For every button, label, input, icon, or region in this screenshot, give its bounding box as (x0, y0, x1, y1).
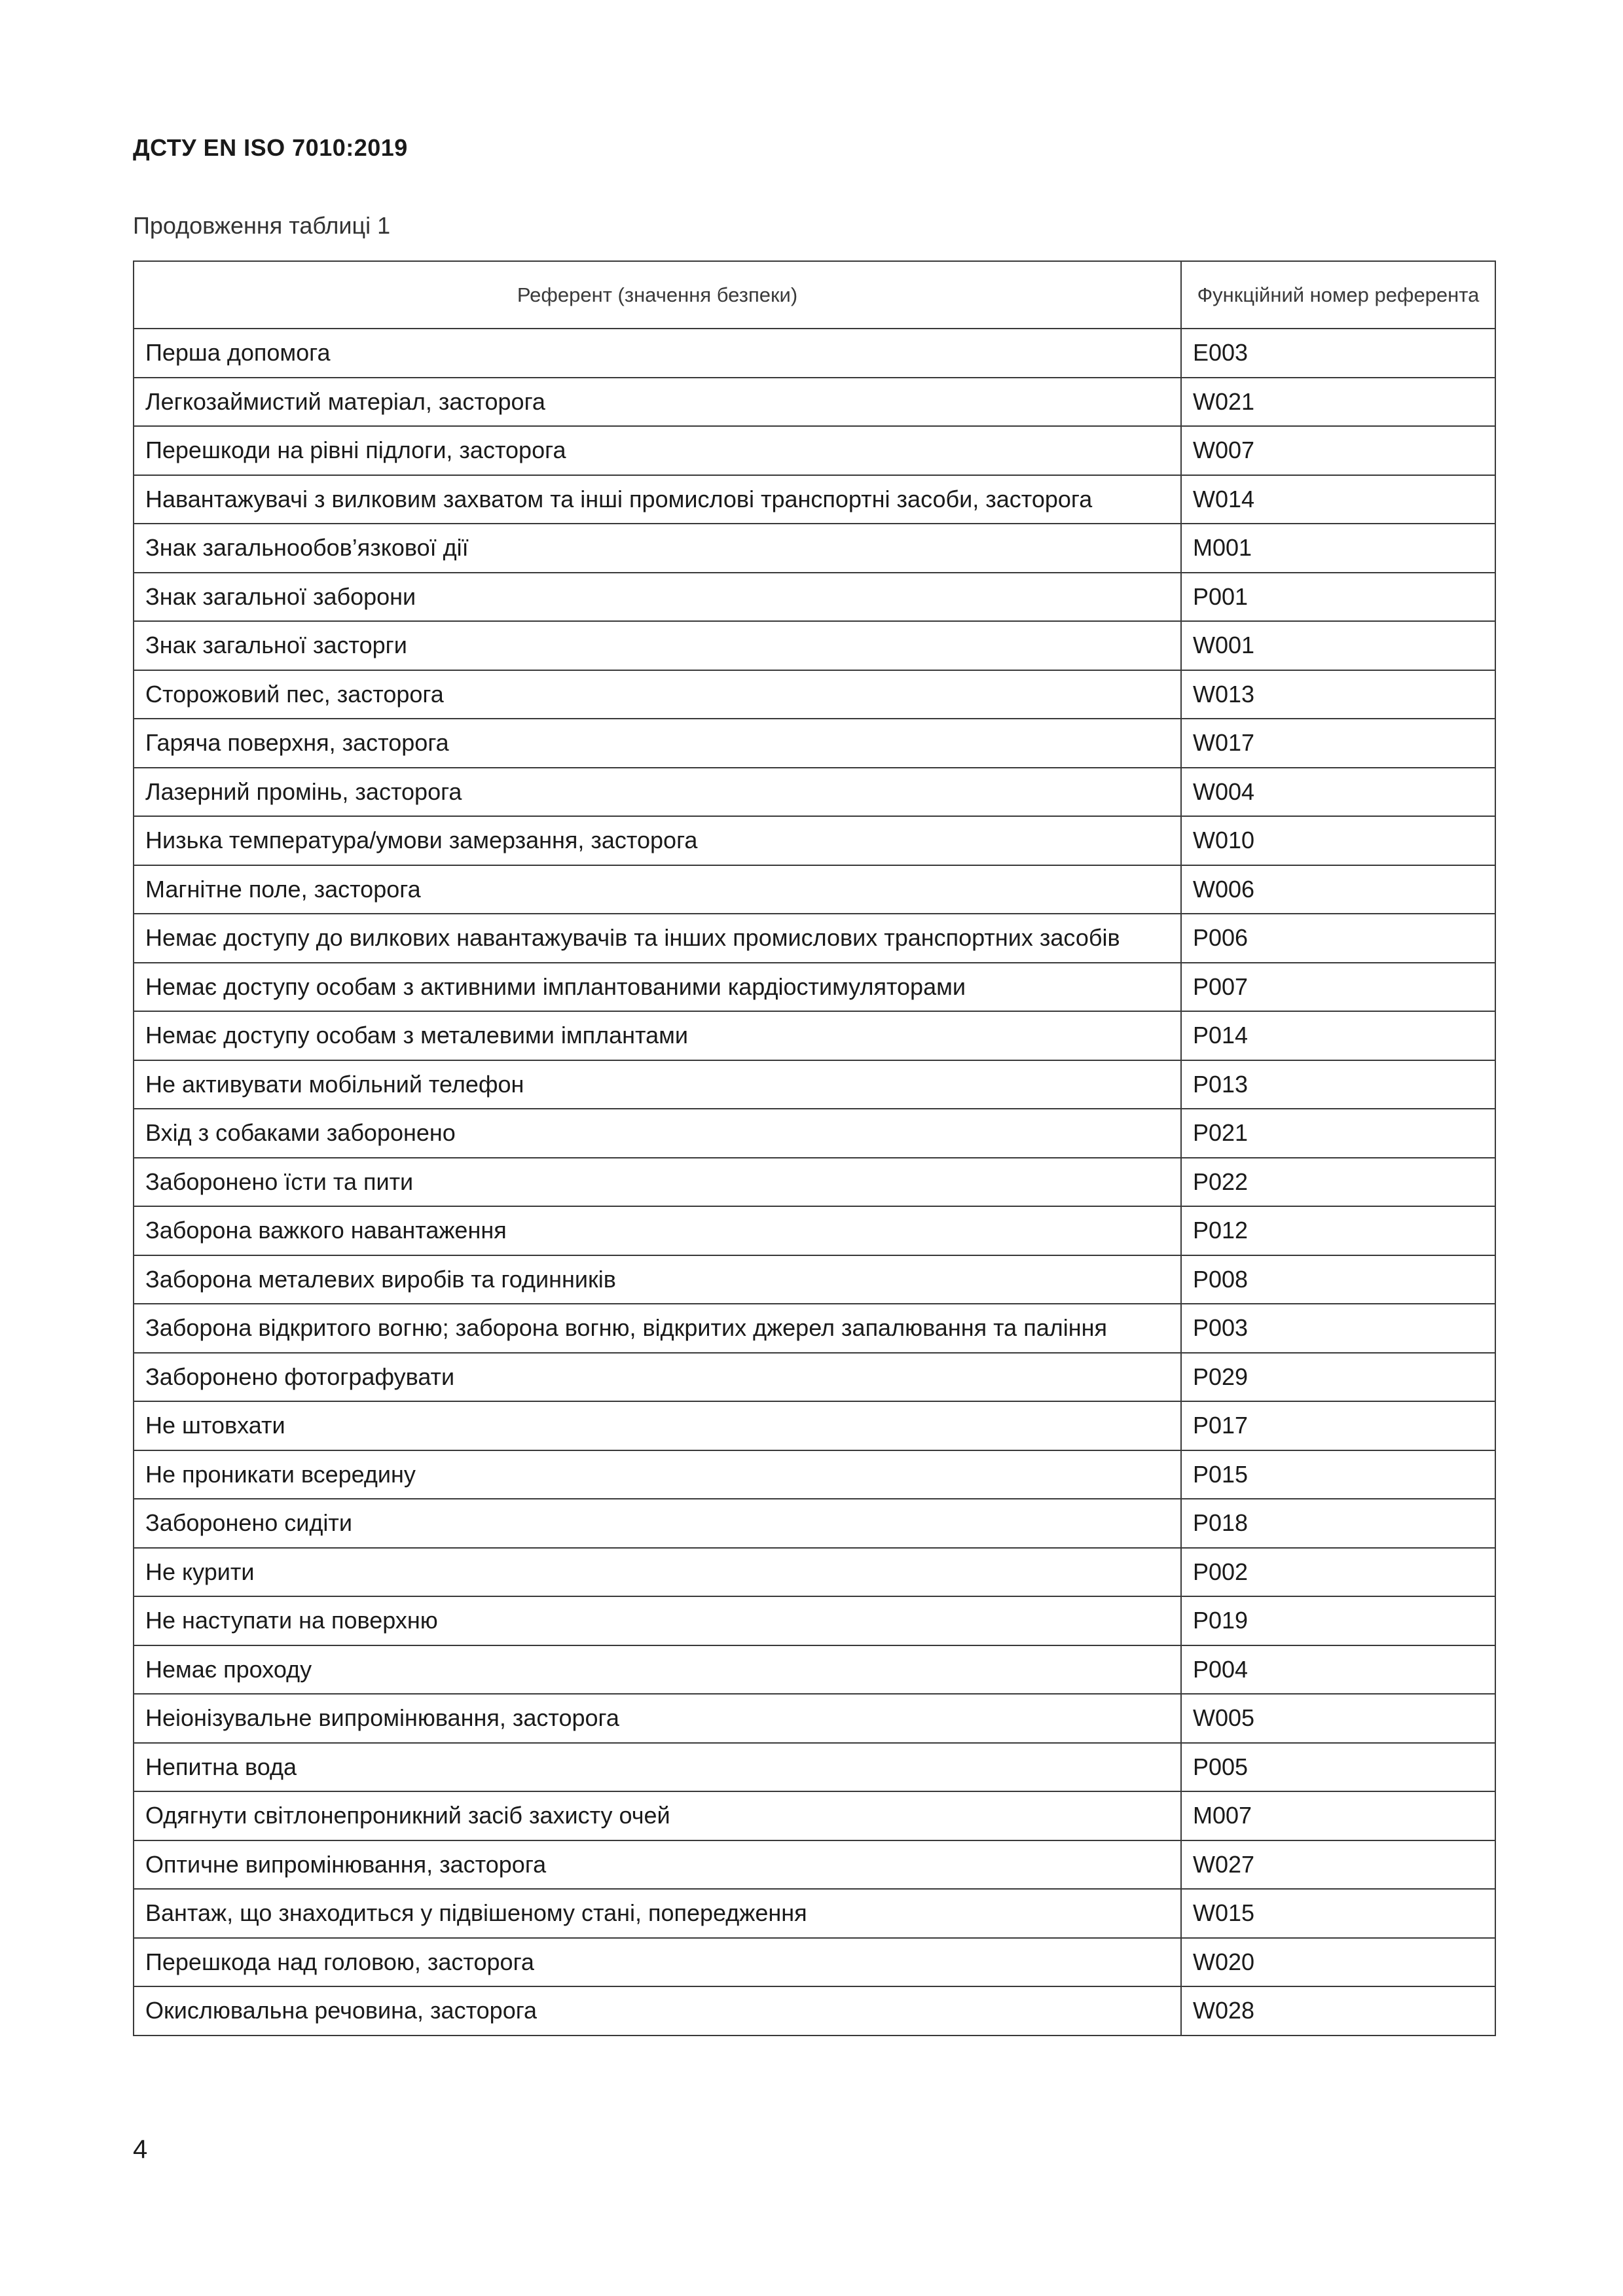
function-number-cell: P022 (1181, 1158, 1495, 1207)
table-row (134, 1938, 1495, 1987)
referent-cell: Заборонено фотографувати (134, 1353, 1181, 1402)
function-number-cell: W015 (1181, 1889, 1495, 1938)
table-row (134, 914, 1495, 963)
function-number-cell: W010 (1181, 816, 1495, 865)
referent-cell: Знак загальної заборони (134, 573, 1181, 622)
table-row (134, 378, 1495, 427)
table-row (134, 1060, 1495, 1109)
table-row (134, 1353, 1495, 1402)
referent-cell: Гаряча поверхня, засторога (134, 719, 1181, 768)
referent-cell: Немає проходу (134, 1645, 1181, 1695)
table-row (134, 719, 1495, 768)
referent-cell: Заборона металевих виробів та годинників (134, 1255, 1181, 1304)
table-row (134, 1206, 1495, 1255)
table-row (134, 1304, 1495, 1353)
referent-cell: Заборона відкритого вогню; заборона вогню, відкритих джерел запалювання та паління (134, 1304, 1181, 1353)
referent-cell: Заборонено сидіти (134, 1499, 1181, 1548)
referent-cell: Вхід з собаками заборонено (134, 1109, 1181, 1158)
function-number-cell: P029 (1181, 1353, 1495, 1402)
table-row (134, 963, 1495, 1012)
function-number-cell: W021 (1181, 378, 1495, 427)
referent-cell: Сторожовий пес, засторога (134, 670, 1181, 719)
function-number-cell: W013 (1181, 670, 1495, 719)
referent-cell: Заборонено їсти та пити (134, 1158, 1181, 1207)
table-row (134, 1548, 1495, 1597)
function-number-cell: W006 (1181, 865, 1495, 914)
table-row (134, 1255, 1495, 1304)
referent-table (133, 260, 1496, 2036)
table-row (134, 1596, 1495, 1645)
function-number-cell: E003 (1181, 329, 1495, 378)
function-number-cell: M001 (1181, 524, 1495, 573)
referent-cell: Не курити (134, 1548, 1181, 1597)
function-number-cell: W017 (1181, 719, 1495, 768)
function-number-cell: W028 (1181, 1986, 1495, 2036)
table-caption: Продовження таблиці 1 (133, 212, 391, 239)
function-number-cell: P015 (1181, 1450, 1495, 1499)
function-number-cell: P003 (1181, 1304, 1495, 1353)
referent-cell: Легкозаймистий матеріал, засторога (134, 378, 1181, 427)
function-number-cell: P006 (1181, 914, 1495, 963)
document-standard-title: ДСТУ EN ISO 7010:2019 (133, 134, 408, 161)
function-number-cell: M007 (1181, 1791, 1495, 1840)
table-row (134, 1499, 1495, 1548)
function-number-cell: P002 (1181, 1548, 1495, 1597)
table-row (134, 329, 1495, 378)
table-row (134, 1011, 1495, 1060)
function-number-cell: P008 (1181, 1255, 1495, 1304)
referent-cell: Оптичне випромінювання, засторога (134, 1840, 1181, 1890)
table-body (134, 329, 1495, 2036)
referent-cell: Вантаж, що знаходиться у підвішеному стані, попередження (134, 1889, 1181, 1938)
function-number-cell: P017 (1181, 1401, 1495, 1450)
table-row (134, 768, 1495, 817)
page-number: 4 (133, 2135, 148, 2164)
function-number-cell: P005 (1181, 1743, 1495, 1792)
function-number-cell: P001 (1181, 573, 1495, 622)
table-row (134, 1889, 1495, 1938)
table-row (134, 865, 1495, 914)
table-row (134, 1791, 1495, 1840)
referent-cell: Знак загальнообов’язкової дії (134, 524, 1181, 573)
referent-cell: Не активувати мобільний телефон (134, 1060, 1181, 1109)
referent-cell: Заборона важкого навантаження (134, 1206, 1181, 1255)
table-row (134, 816, 1495, 865)
table-row (134, 573, 1495, 622)
table-row (134, 1986, 1495, 2036)
referent-cell: Не проникати всередину (134, 1450, 1181, 1499)
table-row (134, 1109, 1495, 1158)
function-number-cell: W004 (1181, 768, 1495, 817)
function-number-cell: W007 (1181, 426, 1495, 475)
table-row (134, 621, 1495, 670)
function-number-cell: P021 (1181, 1109, 1495, 1158)
function-number-cell: P013 (1181, 1060, 1495, 1109)
table-row (134, 1743, 1495, 1792)
function-number-cell: W014 (1181, 475, 1495, 524)
table-row (134, 1450, 1495, 1499)
table-row (134, 670, 1495, 719)
function-number-cell: P018 (1181, 1499, 1495, 1548)
referent-cell: Непитна вода (134, 1743, 1181, 1792)
referent-cell: Не штовхати (134, 1401, 1181, 1450)
function-number-cell: W005 (1181, 1694, 1495, 1743)
table-row (134, 1694, 1495, 1743)
referent-cell: Окислювальна речовина, засторога (134, 1986, 1181, 2036)
referent-cell: Знак загальної засторги (134, 621, 1181, 670)
function-number-cell: P014 (1181, 1011, 1495, 1060)
function-number-cell: W027 (1181, 1840, 1495, 1890)
function-number-cell: P004 (1181, 1645, 1495, 1695)
table-row (134, 426, 1495, 475)
function-number-cell: W001 (1181, 621, 1495, 670)
referent-cell: Перешкода над головою, засторога (134, 1938, 1181, 1987)
function-number-cell: P012 (1181, 1206, 1495, 1255)
referent-cell: Не наступати на поверхню (134, 1596, 1181, 1645)
column-header-function-number: Функційний номер референта (1181, 261, 1495, 329)
referent-cell: Лазерний промінь, засторога (134, 768, 1181, 817)
referent-cell: Немає доступу особам з активними імплантованими кардіостимуляторами (134, 963, 1181, 1012)
referent-cell: Магнітне поле, засторога (134, 865, 1181, 914)
function-number-cell: W020 (1181, 1938, 1495, 1987)
table-row (134, 1840, 1495, 1890)
column-header-referent: Референт (значення безпеки) (134, 261, 1181, 329)
table-row (134, 1401, 1495, 1450)
referent-cell: Одягнути світлонепроникний засіб захисту очей (134, 1791, 1181, 1840)
referent-cell: Перша допомога (134, 329, 1181, 378)
referent-cell: Перешкоди на рівні підлоги, засторога (134, 426, 1181, 475)
referent-cell: Низька температура/умови замерзання, засторога (134, 816, 1181, 865)
table-row (134, 1158, 1495, 1207)
referent-cell: Немає доступу особам з металевими імплантами (134, 1011, 1181, 1060)
table-row (134, 1645, 1495, 1695)
referent-cell: Неіонізувальне випромінювання, засторога (134, 1694, 1181, 1743)
referent-cell: Немає доступу до вилкових навантажувачів та інших промислових транспортних засобів (134, 914, 1181, 963)
table-row (134, 524, 1495, 573)
table-row (134, 475, 1495, 524)
function-number-cell: P007 (1181, 963, 1495, 1012)
function-number-cell: P019 (1181, 1596, 1495, 1645)
referent-cell: Навантажувачі з вилковим захватом та інші промислові транспортні засоби, засторога (134, 475, 1181, 524)
table-header-row (134, 261, 1495, 329)
